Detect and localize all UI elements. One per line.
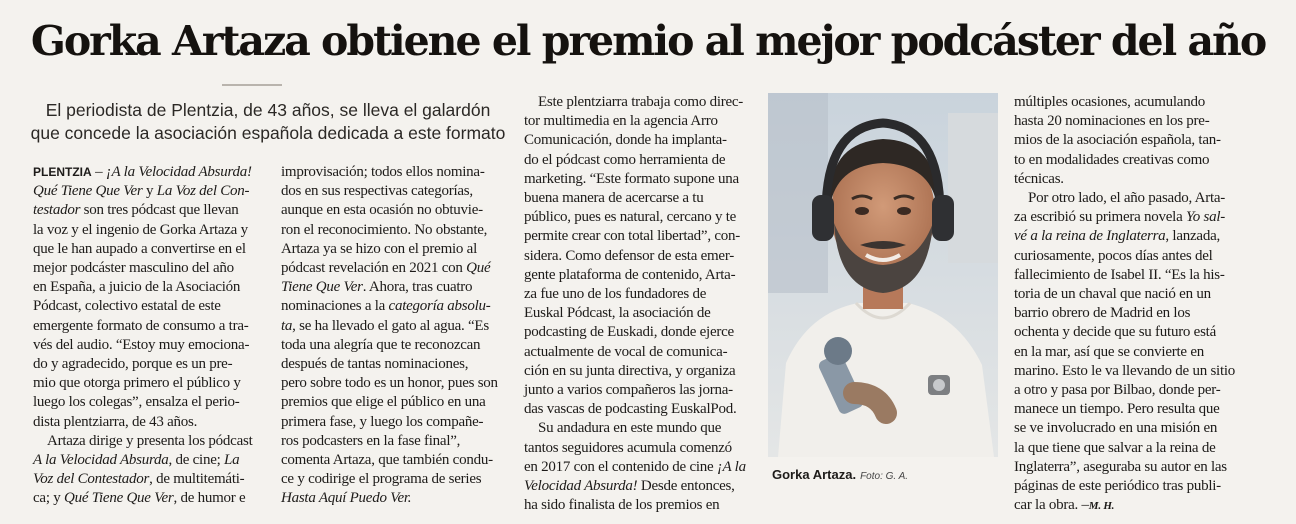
text-line: Artaza dirige y presenta los pódcast [47,432,253,449]
text-line [33,182,273,201]
text-line: ros podcasters en la fase final”, [281,432,461,449]
text-line: sidera. Como defensor de esta emer- [524,247,735,264]
text-line [33,201,273,220]
text-fragment: en 2017 con el contenido de cine [524,458,717,475]
show-title: testador [33,202,81,219]
text-line: tantos seguidores acumula comenzó [524,439,732,456]
text-line: emergente formato de consumo a tra- [33,317,249,334]
text-line: público, pues es natural, cercano y te [524,209,737,226]
text-line: buena manera de acercarse a tu [524,190,704,207]
text-fragment: Desde entonces, [637,478,735,495]
text-fragment: , lanzada, [1165,228,1220,245]
article-column-3 [524,93,752,515]
text-line: Comunicación, donde ha implanta- [524,132,727,149]
show-title: La Voz del Con- [156,183,250,200]
text-line [33,489,273,508]
text-fragment: y [142,183,157,200]
text-line: dista plentziarra, de 43 años. [33,413,198,430]
text-line: Euskal Pódcast, la asociación de [524,305,711,322]
text-line: Por otro lado, el año pasado, Arta- [1028,190,1226,207]
text-line: Pódcast, colectivo estatal de este [33,298,221,315]
text-line: marketing. “Este formato supone una [524,170,739,187]
text-line: Su andadura en este mundo que [538,420,722,437]
text-line: mios de la asociación española, tan- [1014,132,1221,149]
photo-credit: Foto: G. A. [860,471,909,482]
show-title: Velocidad Absurda! [524,478,638,495]
text-line: Artaza ya se hizo con el premio al [281,240,477,257]
text-line: aunque en esta ocasión no obtuvie- [281,202,483,219]
photo-caption [772,466,1002,484]
text-line: barrio obrero de Madrid en los [1014,305,1191,322]
article-column-1 [33,163,273,509]
text-line: dos en sus respectivas categorías, [281,183,473,200]
caption-name: Gorka Artaza. [772,467,857,482]
headline: Gorka Artaza obtiene el premio al mejor podcáster del año [30,17,1266,65]
text-line: en España, a juicio de la Asociación [33,279,241,296]
show-title: Voz del Contestador [33,471,150,488]
text-line: primera fase, y luego los compañe- [281,413,484,430]
dateline: PLENTZIA [33,165,92,179]
show-title: Qué Tiene Que Ver [33,183,143,200]
show-title: Qué [466,260,491,277]
text-line: páginas de este periódico tras publi- [1014,478,1221,495]
text-line: múltiples ocasiones, acumulando [1014,94,1205,110]
text-line: das vascas de podcasting EuskalPod. [524,401,737,418]
show-title: La [224,452,240,469]
subheadline: El periodista de Plentzia, de 43 años, se lleva el galardón que concede la asociación española dedicada a este formato [30,100,506,143]
decorative-rule [222,84,282,86]
text-fragment: car la obra. – [1014,497,1089,514]
text-line: do el pódcast como herramienta de [524,151,726,168]
text-line: to en modalidades creativas como [1014,151,1210,168]
text-line: toria de un chaval que nació en un [1014,286,1211,303]
text-line [281,259,509,278]
show-title: Tiene Que Ver [281,279,363,296]
text-fragment: , de humor e [173,490,246,507]
text-line: en la mar, así que se convierte en [1014,343,1204,360]
author-signature: M. H. [1088,500,1115,513]
text-line [33,451,273,470]
text-line: después de tantas nominaciones, [281,356,469,373]
text-line [524,458,752,477]
text-fragment: , de cine; [168,452,225,469]
portrait-illustration [768,93,998,457]
text-line [281,489,509,508]
category-name: categoría absolu- [388,298,491,315]
text-line [281,278,509,297]
text-line: curiosamente, pocos días antes del [1014,247,1213,264]
article-photo [768,93,998,457]
text-line: se ve involucrado en una misión en [1014,420,1218,437]
text-line: marino. Esto le va llevando de un sitio [1014,362,1236,379]
novel-title: vé a la reina de Inglaterra [1014,228,1166,245]
text-line: mio que otorga primero el público y [33,375,241,392]
text-line: actualmente de vocal de comunica- [524,343,728,360]
text-line: comenta Artaza, que también condu- [281,452,493,469]
text-fragment: , se ha llevado el gato al agua. “Es [292,317,489,334]
text-line: que le han aupado a convertirse en el [33,240,246,257]
category-name: ta [281,317,293,334]
text-line [1014,208,1246,227]
text-line: junto a varios compañeros las jorna- [524,382,733,399]
show-title: ¡A la Velocidad Absurda! [105,164,252,180]
text-line: ha sido finalista de los premios en [524,497,720,514]
text-line [281,317,509,336]
text-line: hasta 20 nominaciones en los pre- [1014,113,1210,130]
text-line: ron el reconocimiento. No obstante, [281,221,488,238]
text-line: Inglaterra”, aseguraba su autor en las [1014,458,1227,475]
text-line: la que tiene que salvar a la reina de [1014,439,1216,456]
text-line [1014,227,1246,246]
text-line: ción en su junta directiva, y organiza [524,362,736,379]
text-line: za fue uno de los fundadores de [524,286,707,303]
text-line: fallecimiento de Isabel II. “Es la his- [1014,266,1225,283]
text-fragment: nominaciones a la [281,298,389,315]
text-fragment: pódcast revelación en 2021 con [281,260,467,277]
text-fragment: – [91,164,106,180]
text-line [33,163,273,182]
text-line [33,470,273,489]
text-line: la voz y el ingenio de Gorka Artaza y [33,221,248,238]
show-title: ¡A la [716,458,746,475]
text-fragment: . Ahora, tras cuatro [362,279,473,296]
text-line: luego los colegas”, ensalza el perio- [33,394,240,411]
text-fragment: ca; y [33,490,64,507]
text-line: ce y codirige el programa de series [281,471,482,488]
text-fragment: , de multitemáti- [149,471,245,488]
text-fragment: son tres pódcast que llevan [80,202,239,219]
text-line: premios que elige el público en una [281,394,486,411]
text-line: Este plentziarra trabaja como direc- [538,94,744,110]
text-line: improvisación; todos ellos nomina- [281,164,485,180]
text-line [281,297,509,316]
text-line: do y agradecido, porque es un pre- [33,356,233,373]
show-title: Qué Tiene Que Ver [63,490,174,507]
text-line: ochenta y decide que su futuro está [1014,324,1217,341]
text-line: vés del audio. “Estoy muy emociona- [33,336,250,353]
article-column-5 [1014,93,1246,516]
text-line: pero sobre todo es un honor, pues son [281,375,498,392]
text-line: gente plataforma de contenido, Arta- [524,266,736,283]
text-line: técnicas. [1014,170,1064,187]
text-line [524,477,752,496]
show-title: Hasta Aquí Puedo Ver. [281,490,412,507]
article-column-2 [281,163,509,509]
text-line: podcasting de Euskadi, donde ejerce [524,324,734,341]
show-title: A la Velocidad Absurda [33,452,169,469]
novel-title: Yo sal- [1186,209,1225,226]
text-line: a otro y pasa por Bilbao, donde per- [1014,382,1221,399]
text-line: toda una alegría que te reconozcan [281,336,481,353]
text-line: manece un tiempo. Pero resulta que [1014,401,1220,418]
text-line: permite crear con total libertad”, con- [524,228,740,245]
text-line [1014,496,1246,516]
text-line: mejor podcáster masculino del año [33,260,234,277]
text-line: tor multimedia en la agencia Arro [524,113,718,130]
text-fragment: za escribió su primera novela [1014,209,1187,226]
